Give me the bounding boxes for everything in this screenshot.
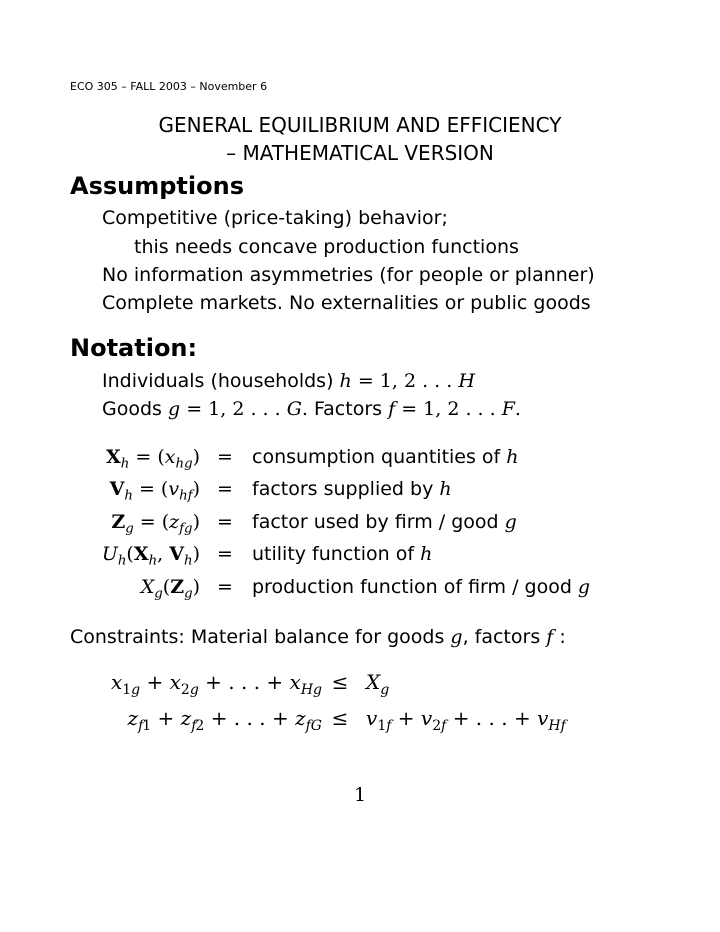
constraint-goods-lhs: $x_{1g} + x_{2g}$ + . . . + $x_{Hg}$: [110, 670, 322, 698]
def-u-desc: utility function of h: [252, 543, 433, 565]
factors-label: Factors: [313, 398, 383, 420]
title-line-2: – MATHEMATICAL VERSION: [226, 141, 494, 165]
goods-label: Goods: [102, 398, 162, 420]
page-number: 1: [353, 784, 367, 806]
notation-goods-factors: Goods g = 1, 2 . . . G. Factors f = 1, 2 . . . F.: [102, 398, 521, 420]
def-z-desc: factor used by firm / good g: [252, 511, 517, 533]
constraint-factors-rhs: $v_{1f} + v_{2f}$ + . . . + $v_{Hf}$: [366, 706, 566, 734]
def-prod-desc: production function of firm / good g: [252, 576, 591, 598]
constraint-factors-lhs: $z_{f1} + z_{f2}$ + . . . + $z_{fG}$: [127, 706, 322, 734]
def-z-lhs: $Z_g = (z_{fg})$: [111, 511, 200, 537]
def-v-lhs: $V_h = (v_{hf})$: [109, 478, 200, 504]
assumption-2: No information asymmetries (for people or planner): [102, 264, 595, 286]
def-v-eq: =: [217, 478, 233, 500]
constraint-goods-rhs: $X_g$: [366, 670, 390, 698]
def-x-lhs: $X_h = (x_{hg})$: [106, 446, 200, 472]
def-x-desc: consumption quantities of h: [252, 446, 519, 468]
title-line-1: GENERAL EQUILIBRIUM AND EFFICIENCY: [158, 113, 562, 137]
notation-heading: Notation:: [70, 334, 198, 362]
individuals-label: Individuals (households): [102, 370, 334, 392]
constraint-factors-leq: ≤: [331, 706, 349, 730]
notation-individuals: Individuals (households) h = 1, 2 . . . H: [102, 370, 475, 392]
def-z-eq: =: [217, 511, 233, 533]
def-u-lhs: $U_h(X_h$, $V_h$): [101, 543, 200, 569]
assumption-1: Competitive (price-taking) behavior;: [102, 207, 448, 229]
constraints-label: Constraints: Material balance for goods g, factors f :: [70, 626, 566, 648]
assumption-3: Complete markets. No externalities or public goods: [102, 292, 591, 314]
constraint-goods-leq: ≤: [331, 670, 349, 694]
assumptions-heading: Assumptions: [70, 172, 244, 200]
page-header: ECO 305 – FALL 2003 – November 6: [70, 80, 268, 93]
def-x-eq: =: [217, 446, 233, 468]
def-v-desc: factors supplied by h: [252, 478, 452, 500]
def-prod-lhs: $X_g(Z_g)$: [140, 576, 200, 602]
assumption-1-sub: this needs concave production functions: [134, 236, 519, 258]
def-u-eq: =: [217, 543, 233, 565]
def-prod-eq: =: [217, 576, 233, 598]
